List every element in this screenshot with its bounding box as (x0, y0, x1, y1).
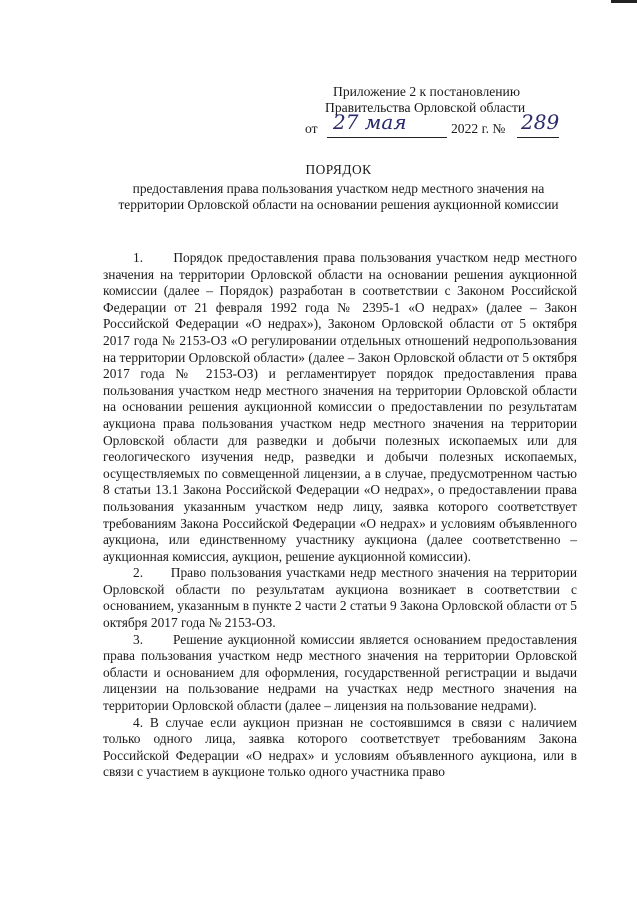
paragraph-3: 3. Решение аукционной комиссии является основанием предоставления права пользования участком недр местного значения на территории Орловской области и основанием для оформления, государственной регистрации и выдачи лицензии на пользование недрами на участках недр местного значения на территории Орловской области (далее – лицензия на пользование недрами). (103, 631, 577, 714)
government-line: Правительства Орловской области (325, 100, 526, 115)
title-heading: ПОРЯДОК (305, 162, 372, 177)
paragraph-4: 4. В случае если аукцион признан не состоявшимся в связи с наличием только одного лица, заявка которого соответствует требованиям Закона Российской Федерации «О недрах» и условиям объявленного аукциона, или в связи с участием в аукционе только одного участника право (103, 714, 577, 780)
document-body (103, 250, 577, 781)
date-number-line (305, 110, 565, 140)
from-label: от (305, 121, 318, 136)
paragraph-1: 1. Порядок предоставления права пользования участком недр местного значения на территории Орловской области на основании решения аукционной комиссии (далее – Порядок) разработан в соответствии с Законом Российской Федерации от 21 февраля 1992 года № 2395-1 «О недрах» (далее – Закон Российской Федерации «О недрах»), Законом Орловской области от 5 октября 2017 года № 2153-ОЗ «О регулировании отдельных отношений недропользования на территории Орловской области» (далее – Закон Орловской области от 5 октября 2017 года № 2153-ОЗ) и регламентирует порядок предоставления права пользования участком недр местного значения на территории Орловской области на основании решения аукционной комиссии о предоставлении по результатам аукциона права пользования участком недр местного значения на территории Орловской области для разведки и добычи полезных ископаемых или для геологического изучения недр, разведки и добычи полезных ископаемых, осуществляемых по совмещенной лицензии, а в случае, предусмотренном частью 8 статьи 13.1 Закона Российской Федерации «О недрах», о предоставлении права пользования указанным участком недр лицу, заявка которого соответствует требованиям Закона Российской Федерации «О недрах» и условиям объявленного аукциона, или единственному участнику аукциона (далее соответственно – аукционная комиссия, аукцион, решение аукционной комиссии). (103, 250, 577, 564)
handwritten-date: 27 мая (333, 110, 407, 134)
title-subtitle: предоставления права пользования участком недр местного значения на территории Орловской области на основании решения аукционной комиссии (118, 180, 559, 212)
page-corner-mark (611, 0, 637, 3)
document-title (100, 162, 577, 214)
handwritten-number: 289 (521, 110, 560, 134)
paragraph-2: 2. Право пользования участками недр местного значения на территории Орловской области по результатам аукциона возникает в соответствии с основанием, указанным в пункте 2 части 2 статьи 9 Закона Орловской области от 5 октября 2017 года № 2153-ОЗ. (103, 565, 577, 631)
appendix-line: Приложение 2 к постановлению (333, 84, 520, 99)
year-number-label: 2022 г. № (451, 121, 506, 136)
document-header (305, 84, 565, 140)
